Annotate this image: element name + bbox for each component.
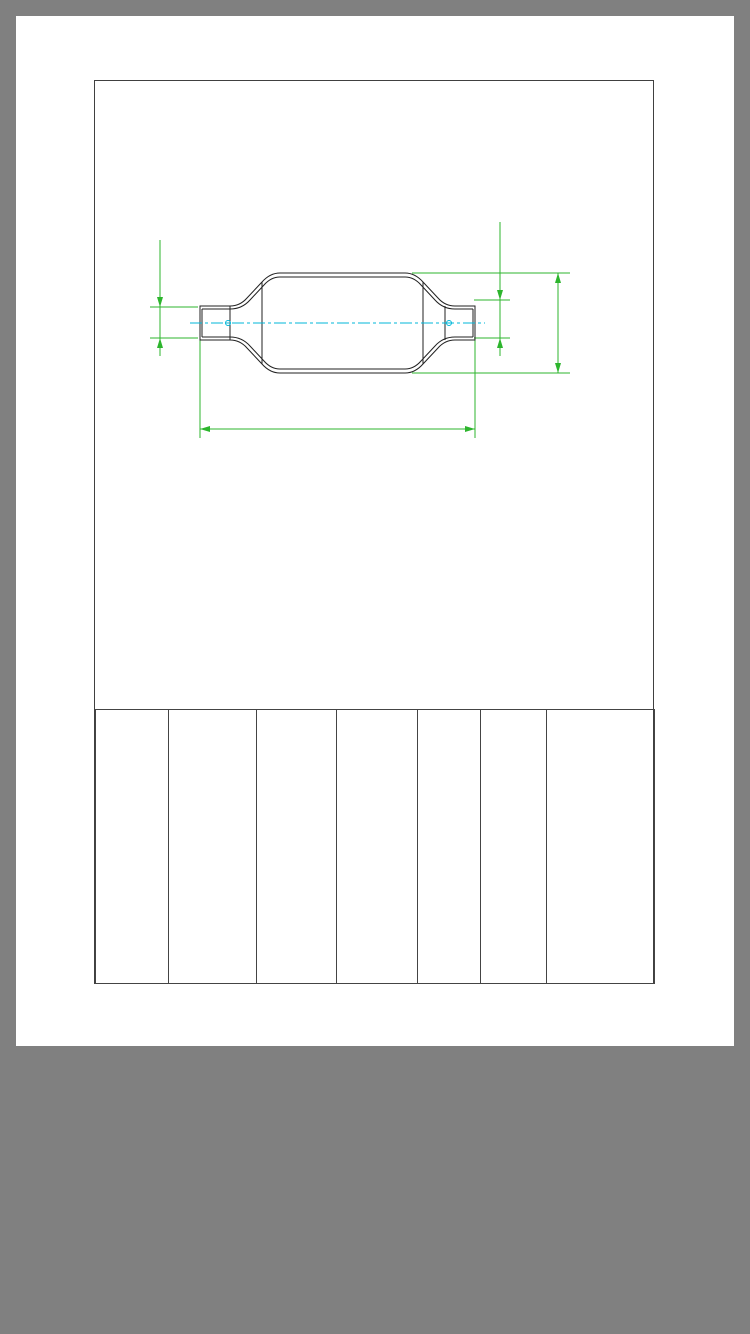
header-d1 xyxy=(257,710,337,984)
header-spec xyxy=(169,710,257,984)
header-L xyxy=(418,710,481,984)
header-D xyxy=(481,710,547,984)
spec-table-header-row xyxy=(96,710,655,984)
header-d2 xyxy=(337,710,418,984)
header-model xyxy=(96,710,169,984)
dimension-lines xyxy=(150,222,570,438)
spec-table xyxy=(95,709,655,984)
header-pressure xyxy=(547,710,655,984)
